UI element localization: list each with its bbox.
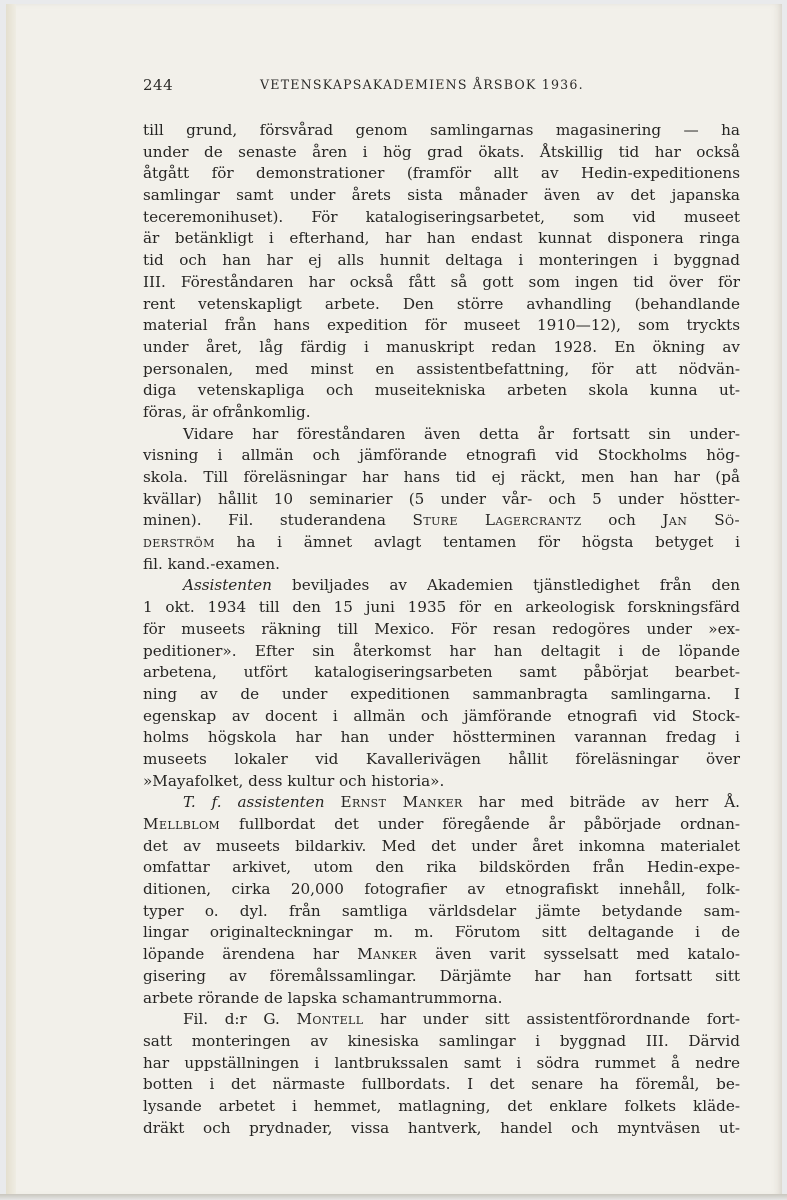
text-line — [143, 294, 740, 316]
line-text: museets lokaler vid Kavallerivägen hållit föreläsningar över — [143, 749, 740, 768]
text-line — [143, 1096, 740, 1118]
text-line — [143, 467, 740, 489]
text-line — [143, 1118, 740, 1140]
text-line — [143, 1031, 740, 1053]
text-line — [143, 857, 740, 879]
line-text: egenskap av docent i allmän och jämförande etnografi vid Stock- — [143, 706, 740, 725]
line-text: ha i ämnet avlagt tentamen för högsta betyget i — [214, 533, 740, 552]
line-text: lysande arbetet i hemmet, matlagning, det enklare folkets kläde- — [143, 1096, 740, 1115]
line-text: minen). Fil. studerandena — [143, 511, 413, 530]
line-text: åtgått för demonstrationer (framför allt av Hedin-expeditionens — [143, 164, 740, 183]
text-line — [143, 402, 740, 424]
line-text: 1 okt. 1934 till den 15 juni 1935 för en arkeologisk forskningsfärd — [143, 598, 740, 617]
text-line — [143, 836, 740, 858]
line-text: under året, låg färdig i manuskript redan 1928. En ökning av — [143, 337, 740, 356]
journal-title: VETENSKAPSAKADEMIENS ÅRSBOK 1936. — [260, 77, 584, 92]
body-text — [143, 120, 740, 1139]
paper-edge-bottom — [0, 1194, 787, 1200]
line-text: samlingar samt under årets sista månader även av det japanska — [143, 186, 740, 205]
text-line — [143, 749, 740, 771]
text-line — [143, 272, 740, 294]
line-text: arbete rörande de lapska schamantrummorna. — [143, 988, 503, 1007]
text-line — [143, 814, 740, 836]
text-line — [143, 619, 740, 641]
text-line — [143, 641, 740, 663]
line-text: peditioner». Efter sin återkomst har han deltagit i de löpande — [143, 641, 740, 660]
line-text: holms högskola har han under höstterminen varannan fredag i — [143, 728, 740, 747]
text-line — [143, 597, 740, 619]
text-line — [143, 879, 740, 901]
line-text: arbetena, utfört katalogiseringsarbeten samt påbörjat bearbet- — [143, 663, 740, 682]
person-name: Manker — [357, 945, 418, 964]
text-line — [143, 315, 740, 337]
line-text: har med biträde av herr Å. — [462, 793, 740, 812]
italic-term: Assistenten — [183, 576, 272, 595]
text-line — [143, 1009, 740, 1031]
text-line — [143, 380, 740, 402]
text-line — [143, 445, 740, 467]
text-line — [143, 1053, 740, 1075]
text-line — [143, 532, 740, 554]
line-text: även varit sysselsatt med katalo- — [417, 945, 740, 964]
line-text: lingar originalteckningar m. m. Förutom sitt deltagande i de — [143, 923, 740, 942]
text-line — [143, 163, 740, 185]
line-text: typer o. dyl. från samtliga världsdelar jämte betydande sam- — [143, 901, 740, 920]
person-name: Sture Lagercrantz — [412, 511, 582, 530]
line-text: Vidare har föreståndaren även detta år fortsatt sin under- — [183, 424, 740, 443]
line-text: för museets räkning till Mexico. För resan redogöres under »ex- — [143, 619, 740, 638]
line-text: beviljades av Akademien tjänstledighet från den — [271, 576, 740, 595]
line-text: är betänkligt i efterhand, har han endast kunnat disponera ringa — [143, 229, 740, 248]
line-text: gisering av föremålssamlingar. Därjämte har han fortsatt sitt — [143, 966, 740, 985]
line-text: och — [581, 511, 663, 530]
line-text: fullbordat det under föregående år påbörjade ordnan- — [220, 815, 740, 833]
text-line — [143, 662, 740, 684]
text-line — [143, 185, 740, 207]
line-text: under de senaste åren i hög grad ökats. Åtskillig tid har också — [143, 142, 740, 161]
line-text: diga vetenskapliga och museitekniska arbeten skola kunna ut- — [143, 381, 740, 400]
line-text: ditionen, cirka 20,000 fotografier av etnografiskt innehåll, folk- — [143, 880, 740, 899]
text-line — [143, 575, 740, 597]
line-text — [325, 793, 341, 811]
text-line — [143, 554, 740, 576]
text-line — [143, 142, 740, 164]
paper-edge-left — [6, 4, 16, 1196]
text-line — [143, 771, 740, 793]
text-line — [143, 120, 740, 142]
text-line — [143, 1074, 740, 1096]
text-line — [143, 359, 740, 381]
line-text: har under sitt assistentförordnande fort- — [363, 1010, 740, 1029]
text-line — [143, 337, 740, 359]
text-line — [143, 424, 740, 446]
line-text: rent vetenskapligt arbete. Den större avhandling (behandlande — [143, 294, 740, 313]
text-line — [143, 727, 740, 749]
line-text: personalen, med minst en assistentbefattning, för att nödvän- — [143, 359, 740, 378]
line-text: botten i det närmaste fullbordats. I det senare ha föremål, be- — [143, 1075, 740, 1094]
text-line — [143, 684, 740, 706]
running-head — [143, 76, 623, 96]
text-line — [143, 489, 740, 511]
person-name: Ernst Manker — [340, 793, 463, 812]
line-text: löpande ärendena har — [143, 945, 358, 964]
text-line — [143, 901, 740, 923]
line-text: Fil. d:r G. — [183, 1010, 297, 1029]
line-text: teceremonihuset). För katalogiseringsarbetet, som vid museet — [143, 207, 740, 226]
person-name: derström — [143, 533, 215, 552]
line-text: material från hans expedition för museet 1910—12), som tryckts — [143, 316, 740, 335]
text-line — [143, 988, 740, 1010]
person-name: Jan Sö- — [662, 511, 740, 530]
line-text: omfattar arkivet, utom den rika bildskörden från Hedin-expe- — [143, 858, 740, 877]
line-text: III. Föreståndaren har också fått så gott som ingen tid över för — [143, 272, 740, 291]
text-line — [143, 966, 740, 988]
italic-term: T. f. assistenten — [183, 793, 325, 812]
text-line — [143, 792, 740, 814]
text-line — [143, 250, 740, 272]
text-line — [143, 510, 740, 532]
line-text: satt monteringen av kinesiska samlingar i byggnad III. Därvid — [143, 1031, 740, 1050]
line-text: visning i allmän och jämförande etnografi vid Stockholms hög- — [143, 446, 740, 465]
text-line — [143, 922, 740, 944]
page-number: 244 — [143, 76, 174, 94]
line-text: har uppställningen i lantbrukssalen samt i södra rummet å nedre — [143, 1053, 740, 1072]
text-line — [143, 706, 740, 728]
text-line — [143, 207, 740, 229]
line-text: till grund, försvårad genom samlingarnas magasinering — ha — [143, 121, 740, 139]
line-text: tid och han har ej alls hunnit deltaga i monteringen i byggnad — [143, 251, 740, 270]
person-name: Montell — [296, 1010, 364, 1029]
line-text: det av museets bildarkiv. Med det under året inkomna materialet — [143, 836, 740, 855]
line-text: ning av de under expeditionen sammanbragta samlingarna. I — [143, 684, 740, 703]
text-line — [143, 944, 740, 966]
text-line — [143, 228, 740, 250]
person-name: Mellblom — [143, 815, 221, 833]
line-text: föras, är ofrånkomlig. — [143, 402, 311, 421]
line-text: skola. Till föreläsningar har hans tid ej räckt, men han har (på — [143, 468, 740, 486]
line-text: dräkt och prydnader, vissa hantverk, handel och myntväsen ut- — [143, 1118, 740, 1137]
line-text: »Mayafolket, dess kultur och historia». — [143, 771, 445, 790]
line-text: fil. kand.-examen. — [143, 554, 280, 573]
line-text: kvällar) hållit 10 seminarier (5 under vår- och 5 under höstter- — [143, 489, 740, 508]
